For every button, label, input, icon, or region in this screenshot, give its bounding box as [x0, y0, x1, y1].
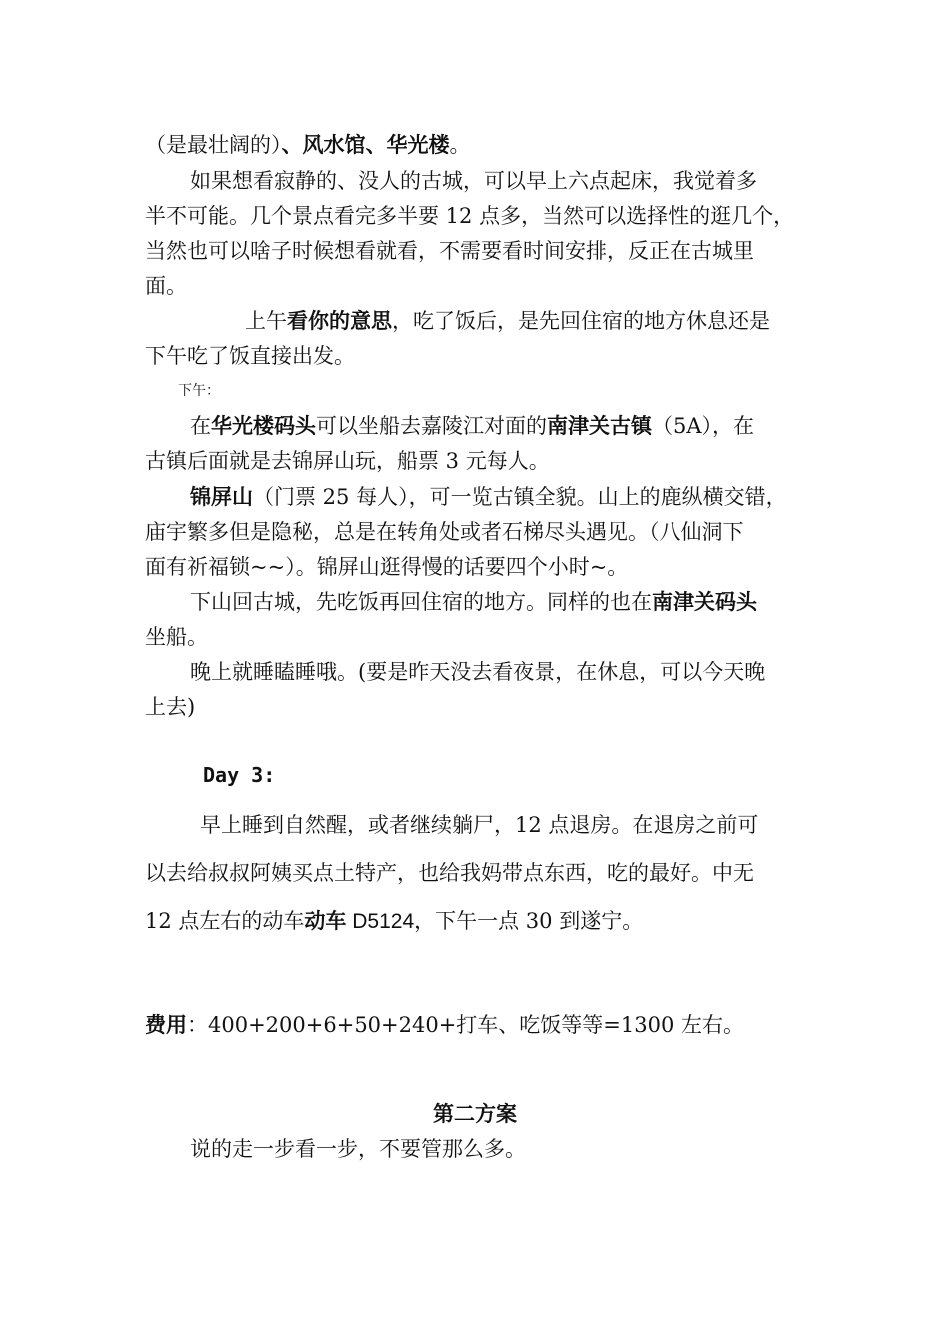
paragraph-quiet-line-2: 半不可能。几个景点看完多半要 12 点多，当然可以选择性的逛几个，: [145, 204, 795, 228]
text-span: （门票 25 每人），可一览古镇全貌。山上的鹿纵横交错，: [253, 485, 787, 509]
bold-huaguang-pier: 华光楼码头: [211, 413, 316, 438]
paragraph-jinping-line-1: [190, 482, 787, 512]
day3-heading: Day 3:: [203, 763, 276, 787]
bold-sights: 、风水馆、华光楼: [281, 132, 450, 157]
bold-train: 动车: [304, 908, 347, 933]
paragraph-boat-line-1: [190, 411, 754, 441]
text-span: ，下午一点 30 到遂宁。: [414, 909, 644, 933]
afternoon-label: 下午：: [178, 383, 220, 399]
text-span: 在: [190, 414, 211, 438]
text-span: 上午: [245, 309, 287, 333]
paragraph-sights-end: [145, 130, 471, 160]
bold-jinping-mountain: 锦屏山: [190, 484, 253, 509]
text-span: 。: [449, 133, 471, 157]
bold-nanjinguan-town: 南津关古镇: [547, 413, 652, 438]
text-span: 下山回古城，先吃饭再回住宿的地方。同样的也在: [190, 590, 652, 614]
paragraph-quiet-line-4: 面。: [145, 274, 187, 298]
paragraph-morning-line-2: 下午吃了饭直接出发。: [145, 344, 355, 368]
paragraph-quiet-line-1: 如果想看寂静的、没人的古城，可以早上六点起床，我觉着多: [190, 169, 757, 193]
text-span: ，吃了饭后，是先回住宿的地方休息还是: [392, 309, 770, 333]
cost-line: [145, 1010, 744, 1040]
train-number: D5124: [346, 910, 415, 933]
paragraph-day3-line-2: 以去给叔叔阿姨买点土特产，也给我妈带点东西，吃的最好。中无: [145, 861, 754, 885]
paragraph-evening-line-2: 上去): [145, 695, 196, 719]
paragraph-boat-line-2: 古镇后面就是去锦屏山玩，船票 3 元每人。: [145, 449, 550, 473]
cost-label: 费用: [145, 1012, 187, 1037]
paragraph-day3-line-1: 早上睡到自然醒，或者继续躺尸，12 点退房。在退房之前可: [200, 813, 759, 837]
text-span: 可以坐船去嘉陵江对面的: [316, 414, 547, 438]
paragraph-jinping-line-3: 面有祈福锁~~）。锦屏山逛得慢的话要四个小时~。: [145, 555, 629, 579]
cost-value: ：400+200+6+50+240+打车、吃饭等等=1300 左右。: [187, 1013, 745, 1037]
paragraph-return-line-1: [190, 587, 757, 617]
paragraph-quiet-line-3: 当然也可以啥子时候想看就看，不需要看时间安排，反正在古城里: [145, 239, 754, 263]
text-span: （5A），在: [652, 414, 755, 438]
paragraph-morning-line-1: [245, 306, 770, 336]
paragraph-evening-line-1: 晚上就睡瞌睡哦。(要是昨天没去看夜景，在休息，可以今天晚: [190, 660, 766, 684]
text-span: 12 点左右的动车: [145, 909, 305, 933]
plan2-text: 说的走一步看一步，不要管那么多。: [190, 1137, 526, 1161]
bold-nanjinguan-pier: 南津关码头: [652, 589, 757, 614]
bold-up-to-you: 看你的意思: [287, 308, 392, 333]
paragraph-day3-line-3: [145, 906, 643, 937]
paragraph-return-line-2: 坐船。: [145, 625, 208, 649]
paragraph-jinping-line-2: 庙宇繁多但是隐秘，总是在转角处或者石梯尽头遇见。（八仙洞下: [145, 520, 744, 544]
plan2-title: 第二方案: [433, 1101, 517, 1126]
text-span: （是最壮阔的）: [145, 133, 282, 157]
